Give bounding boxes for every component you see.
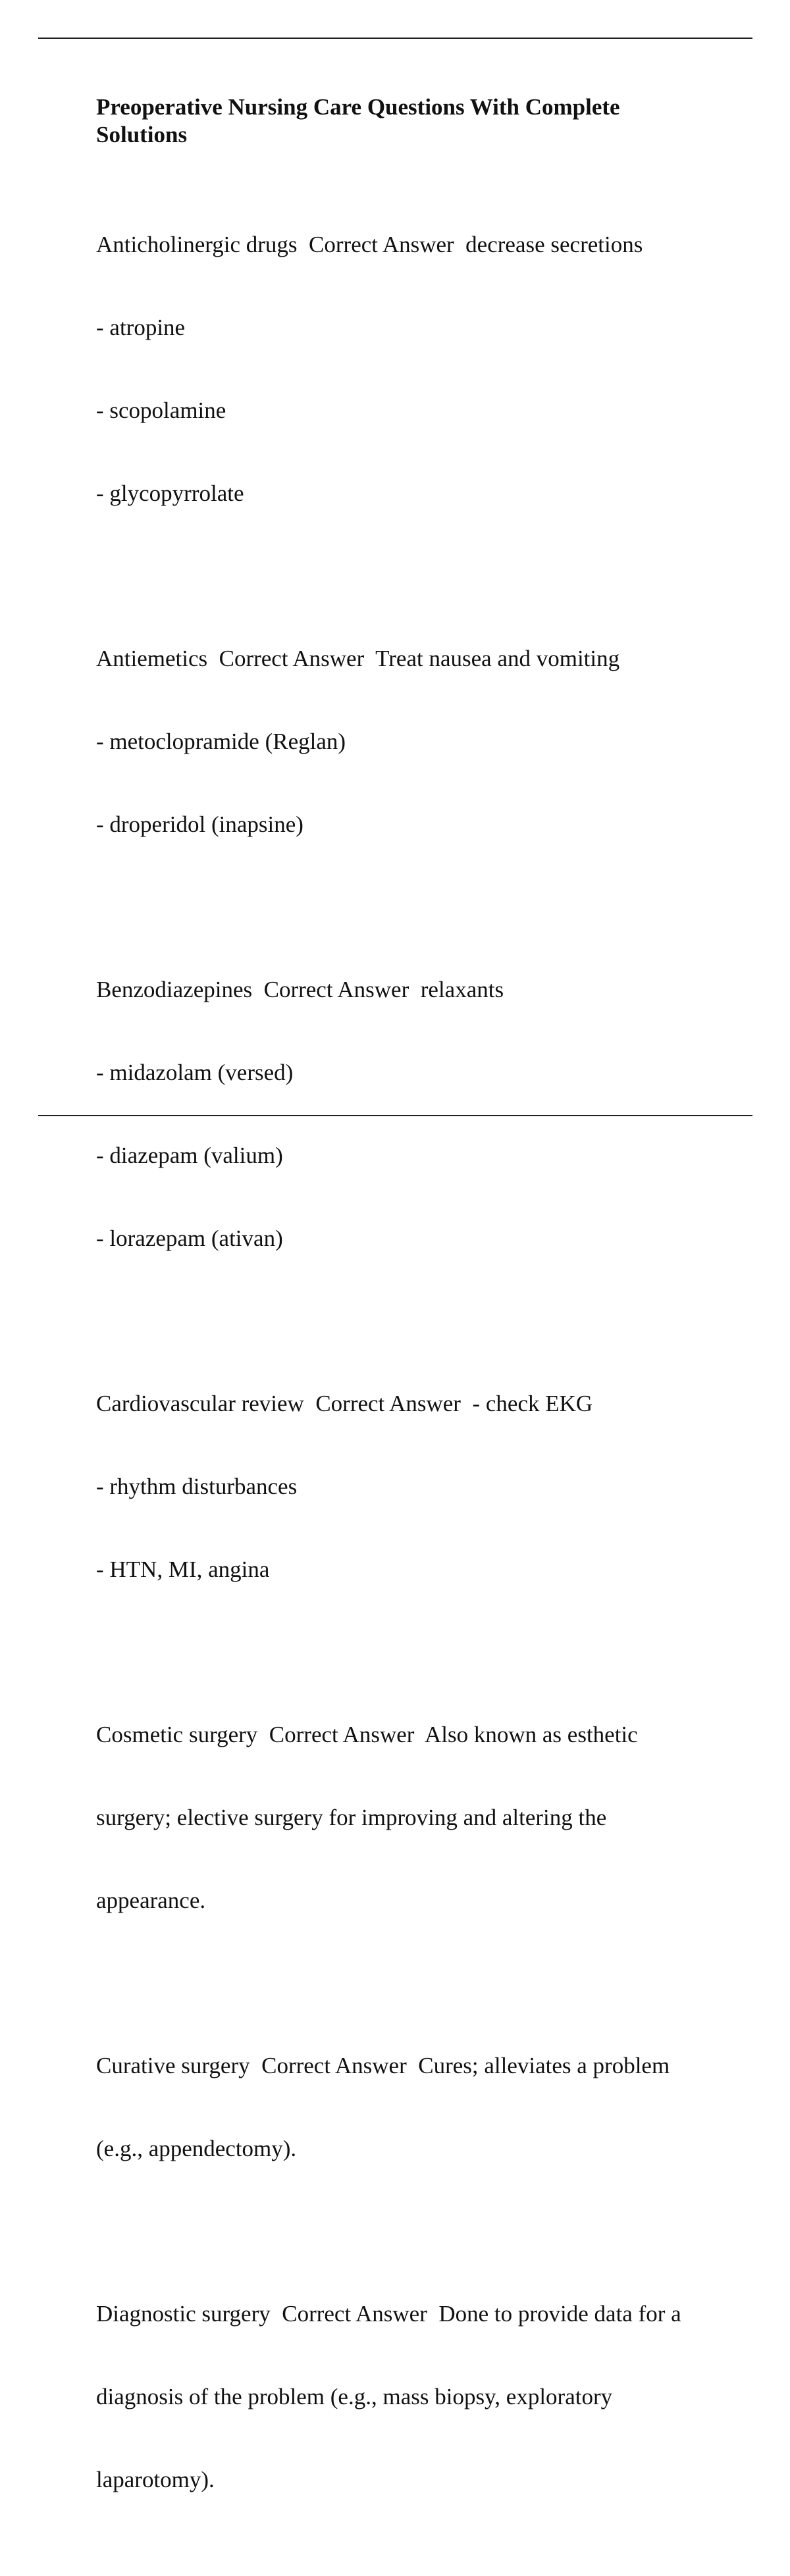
entry-anticholinergic-drugs (96, 176, 715, 563)
document-title: Preoperative Nursing Care Questions With Complete Solutions (96, 94, 620, 147)
header-rule (38, 38, 752, 39)
entry-line: Cosmetic surgery Correct Answer Also known as esthetic (96, 1722, 638, 1747)
entry-benzodiazepines (96, 921, 715, 1308)
entry-line: diagnosis of the problem (e.g., mass biopsy, exploratory (96, 2384, 613, 2409)
entry-cosmetic-surgery (96, 1666, 715, 1970)
entry-cardiovascular-review (96, 1335, 715, 1639)
entry-line: - scopolamine (96, 398, 226, 423)
entry-line: Benzodiazepines Correct Answer relaxants (96, 977, 504, 1002)
entry-line: - HTN, MI, angina (96, 1557, 270, 1582)
entry-line: - atropine (96, 315, 186, 340)
entry-curative-surgery (96, 1997, 715, 2218)
document-body (96, 93, 715, 2576)
entry-line: - glycopyrrolate (96, 480, 244, 506)
footer-rule (38, 1115, 752, 1116)
entry-line: Anticholinergic drugs Correct Answer decrease secretions (96, 232, 643, 257)
entry-line: (e.g., appendectomy). (96, 2136, 297, 2161)
entry-line: - diazepam (valium) (96, 1143, 283, 1168)
entry-line: - midazolam (versed) (96, 1060, 294, 1085)
entry-line: Curative surgery Correct Answer Cures; alleviates a problem (96, 2053, 670, 2078)
entries-list (96, 176, 715, 2549)
entry-line: - metoclopramide (Reglan) (96, 729, 346, 754)
entry-diagnostic-surgery (96, 2245, 715, 2549)
entry-line: laparotomy). (96, 2467, 215, 2492)
entry-line: Antiemetics Correct Answer Treat nausea and vomiting (96, 646, 620, 671)
entry-line: - lorazepam (ativan) (96, 1225, 283, 1251)
entry-line: Cardiovascular review Correct Answer - check EKG (96, 1391, 593, 1416)
entry-line: Diagnostic surgery Correct Answer Done to provide data for a (96, 2301, 681, 2327)
entry-antiemetics (96, 590, 715, 894)
entry-line: appearance. (96, 1888, 206, 1913)
entry-line: - rhythm disturbances (96, 1474, 298, 1499)
entry-line: surgery; elective surgery for improving and altering the (96, 1805, 607, 1830)
entry-line: - droperidol (inapsine) (96, 811, 303, 837)
